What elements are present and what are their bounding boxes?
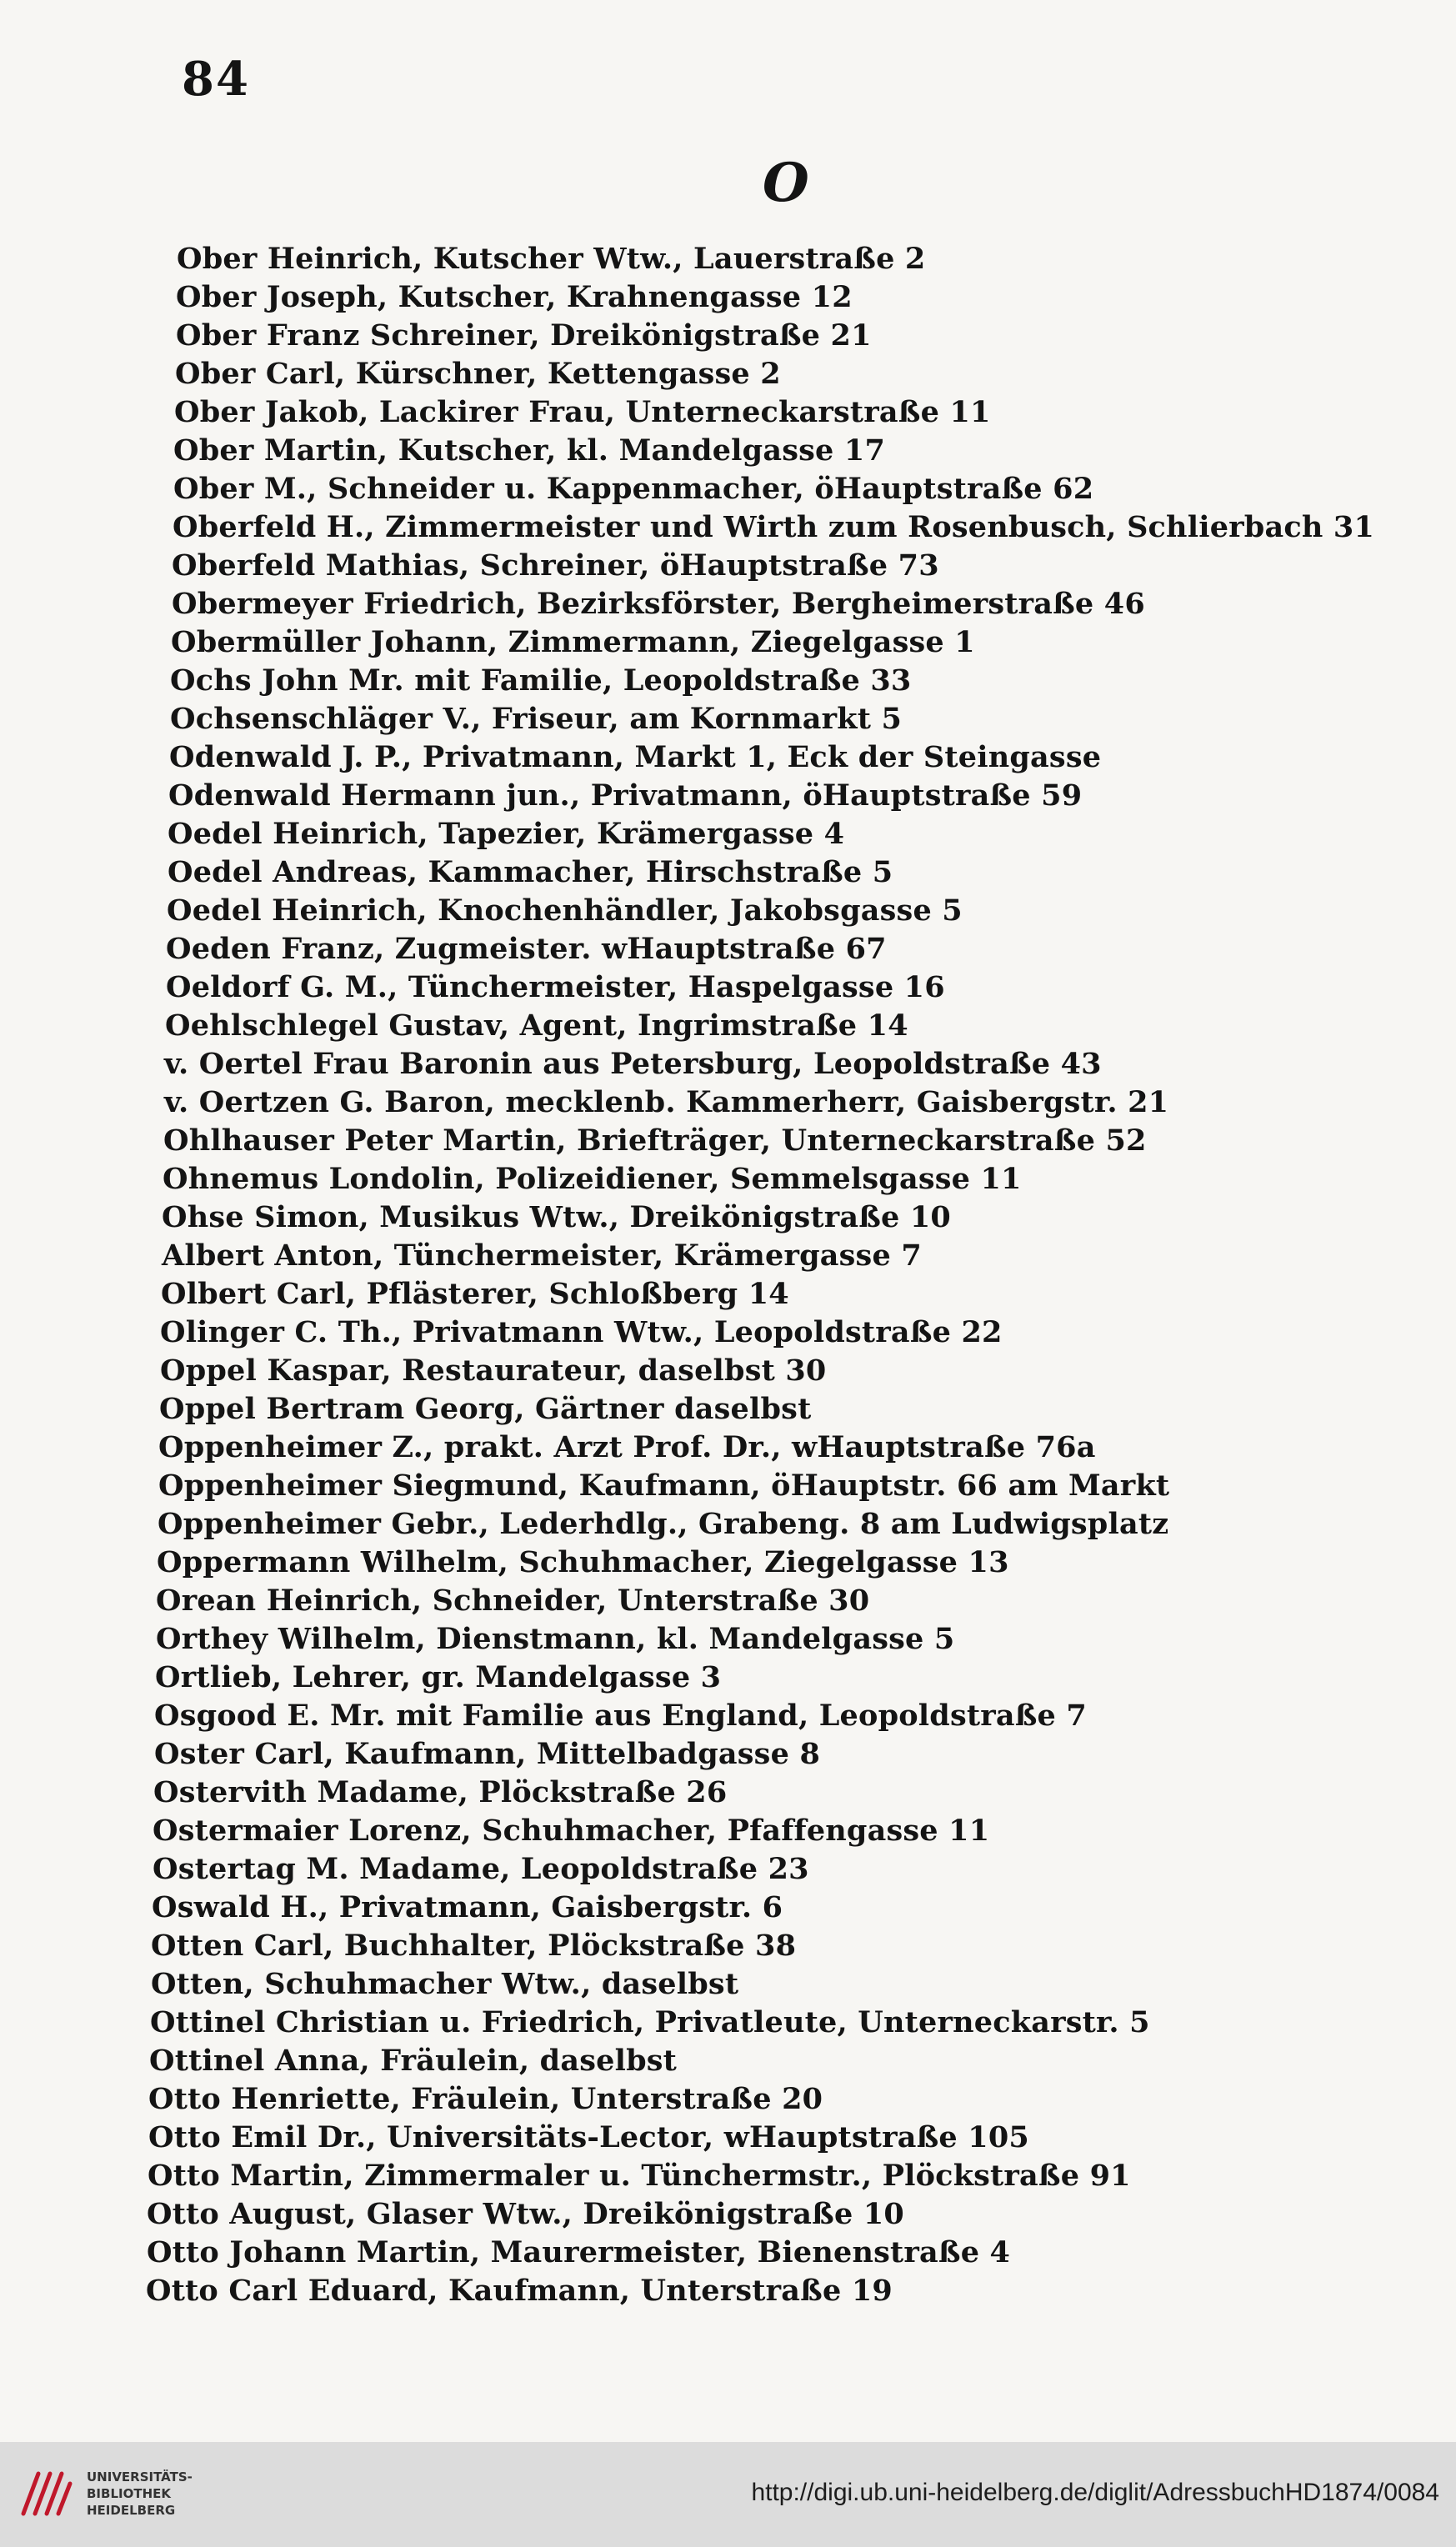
directory-entry: Otto Carl Eduard, Kaufmann, Unterstraße 19	[146, 2274, 893, 2308]
directory-entry: Ostertag M. Madame, Leopoldstraße 23	[153, 1852, 809, 1886]
library-name-line: UNIVERSITÄTS-	[87, 2469, 193, 2484]
directory-entry: Ottinel Anna, Fräulein, daselbst	[149, 2044, 678, 2078]
directory-entry: Orthey Wilhelm, Dienstmann, kl. Mandelgasse 5	[156, 1622, 955, 1656]
directory-entry: Ostermaier Lorenz, Schuhmacher, Pfaffengasse 11	[153, 1814, 990, 1848]
directory-entry: Oehlschlegel Gustav, Agent, Ingrimstraße 14	[165, 1008, 908, 1043]
section-letter: O	[763, 152, 809, 214]
directory-entry: Albert Anton, Tünchermeister, Krämergasse 7	[162, 1238, 922, 1273]
directory-entry: Otto Johann Martin, Maurermeister, Bienenstraße 4	[147, 2235, 1011, 2269]
directory-entry: Otto Martin, Zimmermaler u. Tünchermstr., Plöckstraße 91	[148, 2159, 1131, 2193]
library-logo-icon	[17, 2464, 77, 2524]
directory-entry: Otto Henriette, Fräulein, Unterstraße 20	[148, 2082, 823, 2116]
source-url-link[interactable]: http://digi.ub.uni-heidelberg.de/diglit/AdressbuchHD1874/0084	[751, 2479, 1439, 2506]
directory-entry: Odenwald J. P., Privatmann, Markt 1, Eck der Steingasse	[169, 740, 1102, 774]
directory-entry: Obermüller Johann, Zimmermann, Ziegelgasse 1	[171, 625, 975, 659]
directory-entry: Ober Franz Schreiner, Dreikönigstraße 21	[176, 318, 872, 353]
directory-entry: Oberfeld H., Zimmermeister und Wirth zum Rosenbusch, Schlierbach 31	[173, 510, 1375, 544]
directory-entry: Oster Carl, Kaufmann, Mittelbadgasse 8	[154, 1737, 820, 1771]
directory-entry: Oppenheimer Gebr., Lederhdlg., Grabeng. 8 am Ludwigsplatz	[158, 1507, 1169, 1541]
directory-entry: Orean Heinrich, Schneider, Unterstraße 30	[156, 1584, 870, 1618]
directory-entry: Ohlhauser Peter Martin, Briefträger, Unterneckarstraße 52	[163, 1123, 1147, 1158]
directory-entry: Oppel Kaspar, Restaurateur, daselbst 30	[160, 1354, 827, 1388]
directory-entry: v. Oertzen G. Baron, mecklenb. Kammerherr, Gaisbergstr. 21	[164, 1085, 1169, 1119]
directory-entry: Ochsenschläger V., Friseur, am Kornmarkt 5	[170, 702, 902, 736]
directory-entry: Ober M., Schneider u. Kappenmacher, öHauptstraße 62	[173, 472, 1094, 506]
directory-entry: Ochs John Mr. mit Familie, Leopoldstraße 33	[170, 663, 912, 698]
directory-entry: Otto Emil Dr., Universitäts-Lector, wHauptstraße 105	[148, 2120, 1029, 2154]
footer-bar	[0, 2442, 1456, 2547]
directory-entry: Olinger C. Th., Privatmann Wtw., Leopoldstraße 22	[160, 1315, 1003, 1349]
directory-entry: Otten, Schuhmacher Wtw., daselbst	[151, 1967, 739, 2001]
directory-entry: Oswald H., Privatmann, Gaisbergstr. 6	[152, 1890, 783, 1924]
directory-entry: Oedel Andreas, Kammacher, Hirschstraße 5	[168, 855, 893, 889]
directory-entry: Otto August, Glaser Wtw., Dreikönigstraße 10	[147, 2197, 904, 2231]
library-name-line: HEIDELBERG	[87, 2503, 176, 2518]
directory-entry: Ostervith Madame, Plöckstraße 26	[153, 1775, 728, 1809]
directory-entry: Ohnemus Londolin, Polizeidiener, Semmelsgasse 11	[163, 1162, 1022, 1196]
directory-entry: Oppel Bertram Georg, Gärtner daselbst	[159, 1392, 812, 1426]
directory-entry: Ober Martin, Kutscher, kl. Mandelgasse 17	[173, 433, 885, 468]
directory-entry: Ober Heinrich, Kutscher Wtw., Lauerstraße 2	[177, 242, 926, 276]
directory-entry: Oppenheimer Siegmund, Kaufmann, öHauptstr. 66 am Markt	[158, 1469, 1170, 1503]
directory-entry: Ohse Simon, Musikus Wtw., Dreikönigstraße 10	[162, 1200, 951, 1234]
directory-entry: Odenwald Hermann jun., Privatmann, öHauptstraße 59	[168, 778, 1083, 813]
directory-entry: Oedel Heinrich, Knochenhändler, Jakobsgasse 5	[167, 893, 963, 928]
directory-entry: Oedel Heinrich, Tapezier, Krämergasse 4	[168, 817, 845, 851]
library-name	[87, 2469, 193, 2519]
directory-entry: v. Oertel Frau Baronin aus Petersburg, Leopoldstraße 43	[164, 1047, 1102, 1081]
directory-entry: Otten Carl, Buchhalter, Plöckstraße 38	[151, 1929, 797, 1963]
directory-entry: Ortlieb, Lehrer, gr. Mandelgasse 3	[155, 1660, 722, 1694]
library-name-line: BIBLIOTHEK	[87, 2486, 171, 2501]
directory-entry: Oppermann Wilhelm, Schuhmacher, Ziegelgasse 13	[157, 1545, 1009, 1579]
directory-entry: Olbert Carl, Pflästerer, Schloßberg 14	[161, 1277, 789, 1311]
directory-entry: Ottinel Christian u. Friedrich, Privatleute, Unterneckarstr. 5	[150, 2005, 1150, 2039]
directory-entry: Oberfeld Mathias, Schreiner, öHauptstraße 73	[172, 548, 939, 583]
directory-entry: Obermeyer Friedrich, Bezirksförster, Bergheimerstraße 46	[172, 587, 1145, 621]
directory-entry: Oeden Franz, Zugmeister. wHauptstraße 67	[166, 932, 887, 966]
directory-entry: Oppenheimer Z., prakt. Arzt Prof. Dr., wHauptstraße 76a	[158, 1430, 1096, 1464]
directory-entry: Osgood E. Mr. mit Familie aus England, Leopoldstraße 7	[154, 1699, 1087, 1733]
directory-entry: Ober Carl, Kürschner, Kettengasse 2	[175, 357, 781, 391]
directory-entry: Oeldorf G. M., Tünchermeister, Haspelgasse 16	[166, 970, 945, 1004]
page-number: 84	[182, 52, 250, 107]
directory-entry: Ober Joseph, Kutscher, Krahnengasse 12	[176, 280, 853, 314]
directory-entry: Ober Jakob, Lackirer Frau, Unterneckarstraße 11	[174, 395, 991, 429]
